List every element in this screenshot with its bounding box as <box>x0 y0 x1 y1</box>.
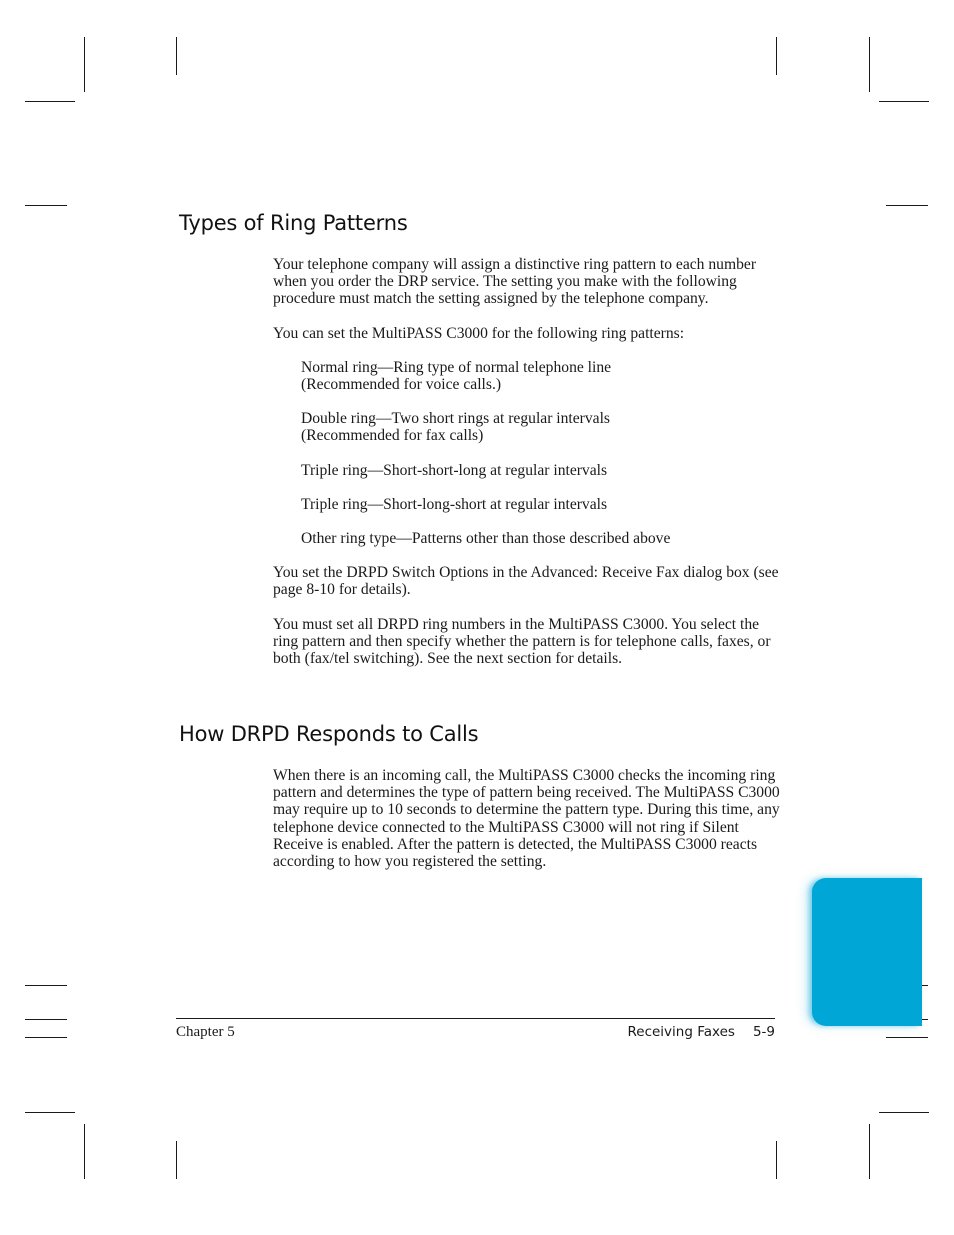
patterns-lead-paragraph: You can set the MultiPASS C3000 for the following ring patterns: <box>273 324 685 342</box>
list-item <box>301 410 783 444</box>
crop-mark <box>84 37 85 92</box>
crop-mark <box>84 1124 85 1179</box>
ring-numbers-paragraph: You must set all DRPD ring numbers in the MultiPASS C3000. You select the ring pattern and then specify whether the pattern is for telephone calls, faxes, or both (fax/tel switching). See the next section for details. <box>273 615 771 668</box>
ring-pattern-text: Double ring—Two short rings at regular intervals <box>301 410 610 428</box>
crop-mark <box>176 1141 177 1179</box>
crop-mark <box>869 37 870 92</box>
crop-mark <box>25 1019 67 1020</box>
list-item <box>301 530 783 547</box>
footer-right <box>628 1024 776 1040</box>
switch-options-paragraph: You set the DRPD Switch Options in the Advanced: Receive Fax dialog box (see page 8-10 for details). <box>273 564 779 599</box>
list-item <box>301 462 783 479</box>
crop-mark <box>25 1112 75 1113</box>
ring-patterns-body <box>273 256 783 684</box>
crop-mark <box>869 1124 870 1179</box>
ring-pattern-list <box>301 359 783 547</box>
crop-mark <box>25 1037 67 1038</box>
crop-mark <box>879 101 929 102</box>
section-heading-ring-patterns: Types of Ring Patterns <box>179 211 408 235</box>
intro-paragraph: Your telephone company will assign a distinctive ring pattern to each number when you order the DRP service. The setting you make with the following procedure must match the setting assigned by the telephone company. <box>273 256 757 308</box>
list-item <box>301 496 783 513</box>
crop-mark <box>176 37 177 75</box>
ring-pattern-text: Normal ring—Ring type of normal telephone line <box>301 358 612 376</box>
crop-mark <box>776 37 777 75</box>
footer-rule <box>176 1018 775 1019</box>
crop-mark <box>25 985 67 986</box>
page-number: 5-9 <box>752 1024 775 1040</box>
crop-mark <box>879 1112 929 1113</box>
chapter-thumb-tab <box>812 878 922 1026</box>
incoming-call-paragraph: When there is an incoming call, the MultiPASS C3000 checks the incoming ring pattern and determines the type of pattern being received. The MultiPASS C3000 may require up to 10 seconds to determine the pattern type. During this time, any telephone device connected to the MultiPASS C3000 will not ring if Silent Receive is enabled. After the pattern is detected, the MultiPASS C3000 reacts according to how you registered the setting. <box>273 767 780 871</box>
section-heading-drpd-responds: How DRPD Responds to Calls <box>179 722 479 746</box>
footer-section-title: Receiving Faxes <box>627 1024 735 1040</box>
crop-mark <box>886 205 928 206</box>
ring-pattern-text: Other ring type—Patterns other than those described above <box>301 530 671 548</box>
list-item <box>301 359 783 393</box>
crop-mark <box>776 1141 777 1179</box>
drpd-responds-body <box>273 767 783 887</box>
ring-pattern-text: Triple ring—Short-long-short at regular intervals <box>301 495 608 513</box>
crop-mark <box>25 101 75 102</box>
ring-pattern-note: (Recommended for fax calls) <box>301 427 484 445</box>
crop-mark <box>886 1037 928 1038</box>
ring-pattern-note: (Recommended for voice calls.) <box>301 376 502 394</box>
crop-mark <box>25 205 67 206</box>
ring-pattern-text: Triple ring—Short-short-long at regular intervals <box>301 461 608 479</box>
footer-chapter: Chapter 5 <box>176 1024 235 1040</box>
